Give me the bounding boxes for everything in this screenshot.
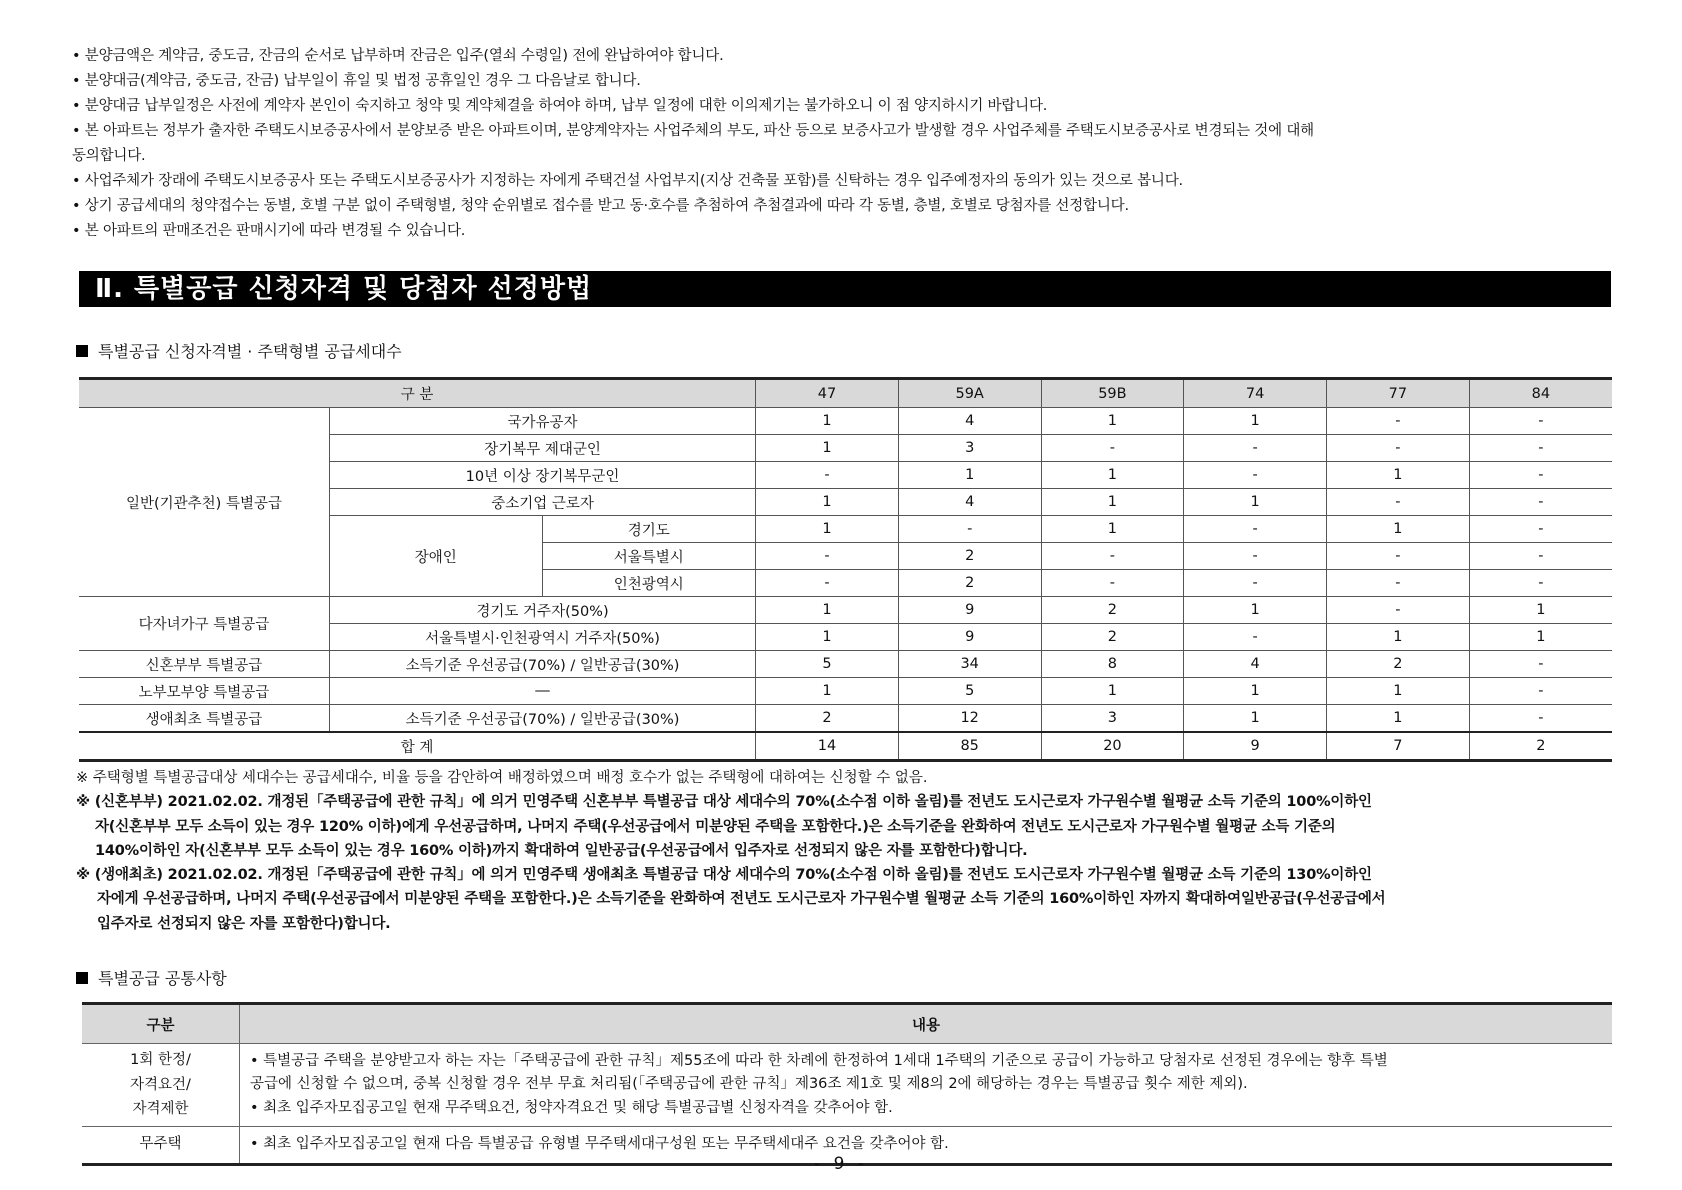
type-header: 84	[1469, 379, 1612, 408]
cell-value: 34	[898, 651, 1041, 678]
cell-value: -	[1469, 543, 1612, 570]
row-label: 10년 이상 장기복무군인	[329, 462, 755, 489]
cell-value: 1	[756, 678, 899, 705]
note-item: • 분양금액은 계약금, 중도금, 잔금의 순서로 납부하며 잔금은 입주(열쇠 수령일) 전에 완납하여야 합니다.	[72, 48, 724, 64]
cell-value: 5	[756, 651, 899, 678]
common-table	[82, 1002, 1612, 1166]
row-label: 소득기준 우선공급(70%) / 일반공급(30%)	[329, 651, 755, 678]
total-value: 85	[898, 732, 1041, 761]
cell-value: 1	[756, 624, 899, 651]
remark-line: 자(신혼부부 모두 소득이 있는 경우 120% 이하)에게 우선공급하며, 나머지 주택(우선공급에서 미분양된 주택을 포함한다.)은 소득기준을 완화하여 전년도 도시근로자 가구원수별 월평균 소득 기준의	[95, 818, 1336, 835]
remark-line: ※ 주택형별 특별공급대상 세대수는 공급세대수, 비율 등을 감안하여 배정하였으며 배정 호수가 없는 주택형에 대하여는 신청할 수 없음.	[76, 770, 928, 786]
supply-heading	[76, 341, 402, 363]
cell-value: 1	[756, 408, 899, 435]
remark-line: 입주자로 선정되지 않은 자를 포함한다)합니다.	[97, 915, 391, 932]
cell-value: 1	[1184, 597, 1327, 624]
cell-value: -	[1469, 570, 1612, 597]
total-value: 20	[1041, 732, 1184, 761]
group-label: 신혼부부 특별공급	[79, 651, 329, 678]
square-bullet-icon	[76, 345, 88, 357]
content-line: 공급에 신청할 수 없으며, 중복 신청할 경우 전부 무효 처리됨(「주택공급에 관한 규칙」제36조 제1호 및 제8의 2에 해당하는 경우는 특별공급 횟수 제한 제외).	[250, 1076, 1248, 1092]
total-value: 7	[1327, 732, 1470, 761]
table-row	[82, 1044, 1612, 1127]
row-label: 국가유공자	[329, 408, 755, 435]
total-value: 9	[1184, 732, 1327, 761]
cell-value: 1	[1184, 678, 1327, 705]
type-header: 74	[1184, 379, 1327, 408]
total-value: 14	[756, 732, 899, 761]
cell-value: -	[1327, 408, 1470, 435]
table-row	[79, 705, 1612, 733]
cell-value: 1	[1041, 678, 1184, 705]
note-item: • 본 아파트는 정부가 출자한 주택도시보증공사에서 분양보증 받은 아파트이며, 분양계약자는 사업주체의 부도, 파산 등으로 보증사고가 발생할 경우 사업주체를 주택도시보증공사로 변경되는 것에 대해	[72, 123, 1314, 139]
cell-value: -	[1184, 570, 1327, 597]
content-line: • 특별공급 주택을 분양받고자 하는 자는「주택공급에 관한 규칙」제55조에 따라 한 차례에 한정하여 1세대 1주택의 기준으로 공급이 가능하고 당첨자로 선정된 경우에는 향후 특별	[250, 1052, 1388, 1069]
note-item: • 분양대금 납부일정은 사전에 계약자 본인이 숙지하고 청약 및 계약체결을 하여야 하며, 납부 일정에 대한 이의제기는 불가하오니 이 점 양지하시기 바랍니다.	[72, 98, 1048, 114]
remark-line: ※ (신혼부부) 2021.02.02. 개정된「주택공급에 관한 규칙」에 의거 민영주택 신혼부부 특별공급 대상 세대수의 70%(소수점 이하 올림)를 전년도 도시근로자 가구원수별 월평균 소득 기준의 100%이하인	[76, 794, 1372, 811]
remarks-block	[76, 766, 1616, 936]
cell-value: -	[1184, 543, 1327, 570]
cell-value: -	[1184, 435, 1327, 462]
cell-value: 2	[756, 705, 899, 733]
section-title: Ⅱ. 특별공급 신청자격 및 당첨자 선정방법	[79, 271, 1611, 307]
cell-value: 1	[1327, 516, 1470, 543]
table-header-row	[79, 379, 1612, 408]
supply-table	[79, 377, 1612, 762]
table-row	[79, 597, 1612, 624]
cell-value: 2	[898, 543, 1041, 570]
cell-value: 1	[756, 489, 899, 516]
cell-value: -	[1469, 462, 1612, 489]
remark-line: 140%이하인 자(신혼부부 모두 소득이 있는 경우 160% 이하)까지 확대하여 일반공급(우선공급에서 입주자로 선정되지 않은 자를 포함한다)합니다.	[95, 842, 1028, 859]
row-label: 소득기준 우선공급(70%) / 일반공급(30%)	[329, 705, 755, 733]
remark-line: 자에게 우선공급하며, 나머지 주택(우선공급에서 미분양된 주택을 포함한다.)은 소득기준을 완화하여 전년도 도시근로자 가구원수별 월평균 소득 기준의 160%이하인 자까지 확대하여일반공급(우선공급에서	[97, 891, 1386, 908]
cell-value: -	[1041, 543, 1184, 570]
cell-value: -	[1041, 570, 1184, 597]
row-label: 서울특별시	[542, 543, 756, 570]
cell-value: -	[1327, 543, 1470, 570]
row-label	[82, 1044, 240, 1127]
cell-value: 2	[1327, 651, 1470, 678]
total-row	[79, 732, 1612, 761]
cell-value: 1	[1469, 597, 1612, 624]
page-number: - 9 -	[814, 1154, 868, 1174]
cell-value: -	[1184, 462, 1327, 489]
cell-value: 1	[1469, 624, 1612, 651]
row-label-line: 자격제한	[132, 1101, 189, 1117]
cell-value: 1	[756, 435, 899, 462]
cell-value: 1	[1041, 408, 1184, 435]
square-bullet-icon	[76, 972, 88, 984]
group-label: 일반(기관추천) 특별공급	[79, 408, 329, 597]
cell-value: -	[756, 543, 899, 570]
cell-value: 1	[756, 516, 899, 543]
cell-value: 1	[898, 462, 1041, 489]
row-label: 서울특별시·인천광역시 거주자(50%)	[329, 624, 755, 651]
common-heading	[76, 968, 227, 990]
row-label: 중소기업 근로자	[329, 489, 755, 516]
group-label: 노부모부양 특별공급	[79, 678, 329, 705]
supply-heading-text: 특별공급 신청자격별 · 주택형별 공급세대수	[98, 342, 402, 361]
type-header: 59B	[1041, 379, 1184, 408]
cell-value: 1	[1184, 705, 1327, 733]
row-label: ―	[329, 678, 755, 705]
cell-value: 1	[1327, 624, 1470, 651]
note-item: • 상기 공급세대의 청약접수는 동별, 호별 구분 없이 주택형별, 청약 순위별로 접수를 받고 동·호수를 추첨하여 추첨결과에 따라 각 동별, 층별, 호별로 당첨자를 선정합니다.	[72, 198, 1129, 214]
cell-value: -	[1469, 651, 1612, 678]
cell-value: 3	[1041, 705, 1184, 733]
cell-value: 3	[898, 435, 1041, 462]
payment-notes-list	[72, 44, 1592, 244]
table-row	[79, 651, 1612, 678]
row-label: 경기도	[542, 516, 756, 543]
cell-value: 12	[898, 705, 1041, 733]
cell-value: -	[1469, 408, 1612, 435]
note-item: • 사업주체가 장래에 주택도시보증공사 또는 주택도시보증공사가 지정하는 자에게 주택건설 사업부지(지상 건축물 포함)를 신탁하는 경우 입주예정자의 동의가 있는 것으로 봅니다.	[72, 173, 1183, 189]
subgroup-label: 장애인	[329, 516, 542, 597]
type-header: 47	[756, 379, 899, 408]
row-label: 경기도 거주자(50%)	[329, 597, 755, 624]
cell-value: 1	[1041, 489, 1184, 516]
cell-value: -	[1469, 489, 1612, 516]
type-header: 77	[1327, 379, 1470, 408]
content-line: • 최초 입주자모집공고일 현재 무주택요건, 청약자격요건 및 해당 특별공급별 신청자격을 갖추어야 함.	[250, 1099, 893, 1116]
cell-value: 2	[1041, 597, 1184, 624]
table-row	[79, 678, 1612, 705]
cell-value: 2	[898, 570, 1041, 597]
content-line: • 최초 입주자모집공고일 현재 다음 특별공급 유형별 무주택세대구성원 또는 무주택세대주 요건을 갖추어야 함.	[250, 1135, 949, 1152]
note-item: • 본 아파트의 판매조건은 판매시기에 따라 변경될 수 있습니다.	[72, 223, 466, 239]
cell-value: 8	[1041, 651, 1184, 678]
cell-value: 1	[1327, 462, 1470, 489]
cell-value: 1	[1184, 489, 1327, 516]
cell-value: -	[1469, 516, 1612, 543]
note-item: • 분양대금(계약금, 중도금, 잔금) 납부일이 휴일 및 법정 공휴일인 경우 그 다음날로 합니다.	[72, 73, 641, 89]
cell-value: -	[1327, 489, 1470, 516]
cell-value: 1	[1327, 678, 1470, 705]
cell-value: -	[756, 462, 899, 489]
cell-value: -	[1327, 570, 1470, 597]
common-heading-text: 특별공급 공통사항	[98, 969, 227, 988]
header-label: 구 분	[79, 379, 756, 408]
cell-value: -	[1041, 435, 1184, 462]
column-header: 내용	[240, 1004, 1613, 1044]
group-label: 생애최초 특별공급	[79, 705, 329, 733]
cell-value: -	[1469, 435, 1612, 462]
cell-value: -	[1184, 624, 1327, 651]
cell-value: -	[1327, 435, 1470, 462]
row-label-line: 1회 한정/	[130, 1052, 191, 1068]
cell-value: -	[1184, 516, 1327, 543]
cell-value: -	[1327, 597, 1470, 624]
type-header: 59A	[898, 379, 1041, 408]
cell-value: 2	[1041, 624, 1184, 651]
row-label: 장기복무 제대군인	[329, 435, 755, 462]
cell-value: -	[756, 570, 899, 597]
cell-value: 4	[1184, 651, 1327, 678]
group-label: 다자녀가구 특별공급	[79, 597, 329, 651]
table-row	[79, 408, 1612, 435]
cell-value: 1	[1184, 408, 1327, 435]
column-header: 구분	[82, 1004, 240, 1044]
cell-value: -	[1469, 705, 1612, 733]
table-header-row	[82, 1004, 1612, 1044]
total-value: 2	[1469, 732, 1612, 761]
row-label: 인천광역시	[542, 570, 756, 597]
cell-value: 1	[1327, 705, 1470, 733]
cell-value: -	[1469, 678, 1612, 705]
row-content	[240, 1044, 1613, 1127]
cell-value: -	[898, 516, 1041, 543]
cell-value: 4	[898, 408, 1041, 435]
cell-value: 1	[1041, 462, 1184, 489]
note-item: 동의합니다.	[72, 148, 146, 164]
cell-value: 4	[898, 489, 1041, 516]
cell-value: 9	[898, 597, 1041, 624]
cell-value: 1	[756, 597, 899, 624]
cell-value: 5	[898, 678, 1041, 705]
row-label: 무주택	[82, 1126, 240, 1164]
remark-line: ※ (생애최초) 2021.02.02. 개정된「주택공급에 관한 규칙」에 의거 민영주택 생애최초 특별공급 대상 세대수의 70%(소수점 이하 올림)를 전년도 도시근로자 가구원수별 월평균 소득 기준의 130%이하인	[76, 867, 1372, 884]
row-label-line: 자격요건/	[130, 1076, 191, 1093]
cell-value: 9	[898, 624, 1041, 651]
cell-value: 1	[1041, 516, 1184, 543]
total-label: 합 계	[79, 732, 756, 761]
